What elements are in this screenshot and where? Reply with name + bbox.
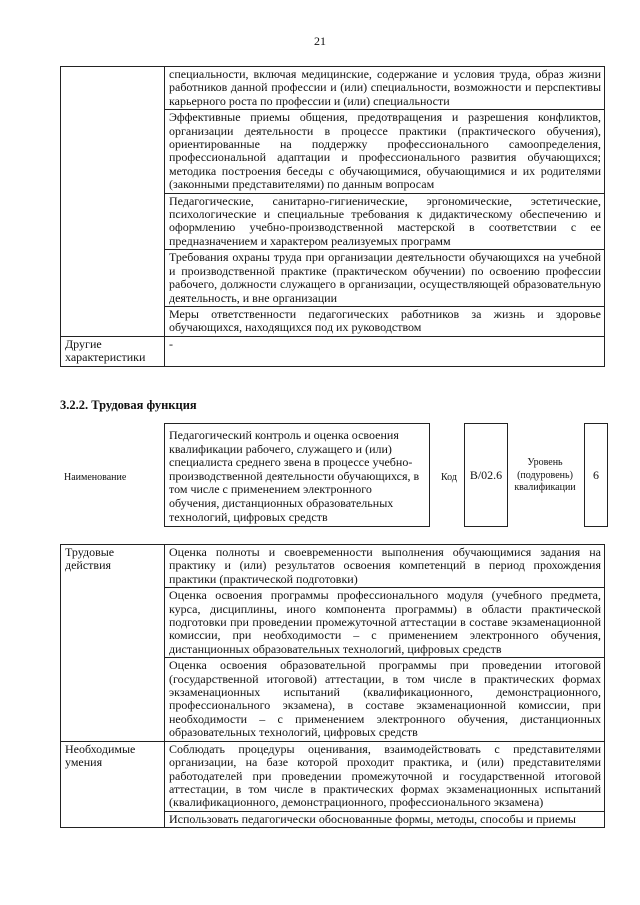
row-label-labor-actions: Трудовые действия bbox=[61, 545, 165, 742]
row-label-other-characteristics: Другие характеристики bbox=[61, 336, 165, 366]
row-text: Соблюдать процедуры оценивания, взаимодействовать с представителями организации, на базе которой проходит практика, и (или) представителями работодателей при проведении промежуточной и государственной итоговой аттестации, в том числе в практических формах экзаменационных испытаний (квалификационного, демонстрационного, профессионального экзамена) bbox=[165, 741, 605, 811]
row-text: специальности, включая медицинские, содержание и условия труда, образ жизни работников данной профессии и (или) специальности, возможности и перспективы карьерного роста по профессии и (или) специальности bbox=[165, 67, 605, 110]
row-text: Оценка освоения программы профессионального модуля (учебного предмета, курса, дисциплины, иного компонента программы) в области практической подготовки при проведении промежуточной аттестации в составе экзаменационной комиссии, при необходимости – с применением электронного обучения, дистанционных образовательных технологий, цифровых средств bbox=[165, 588, 605, 658]
row-text: Оценка освоения образовательной программы при проведении итоговой (государственной итоговой) аттестации, в том числе в практических формах экзаменационных испытаний (квалификационного, демонстрационного, профессионального экзамена), в составе экзаменационной комиссии, при необходимости – с применением электронного обучения, дистанционных образовательных технологий, цифровых средств bbox=[165, 658, 605, 741]
row-text: - bbox=[165, 336, 605, 366]
labor-function-table bbox=[60, 544, 605, 828]
row-label-required-skills: Необходимые умения bbox=[61, 741, 165, 827]
row-text: Эффективные приемы общения, предотвращения и разрешения конфликтов, организации деятельности в процессе практики (практического обучения), ориентированные на поддержку профессионального самоопределения, профессиональной адаптации и профессионального развития обучающихся; методика построения беседы с обучающимися, обучающимися и их родителями (законными представителями) по данным вопросам bbox=[165, 110, 605, 193]
table-row bbox=[61, 545, 605, 588]
code-label: Код bbox=[441, 472, 457, 483]
knowledge-table bbox=[60, 66, 605, 367]
qualification-level-box: 6 bbox=[584, 423, 608, 527]
name-label: Наименование bbox=[64, 472, 127, 483]
row-label bbox=[61, 67, 165, 337]
row-text: Оценка полноты и своевременности выполнения обучающимися задания на практику и (или) результатов освоения компетенций в период прохождения практики (практической подготовки) bbox=[165, 545, 605, 588]
function-name-box: Педагогический контроль и оценка освоения квалификации рабочего, служащего и (или) специалиста среднего звена в процессе учебно-производственной деятельности обучающихся, в том числе с применением электронного обучения, дистанционных образовательных технологий, цифровых средств bbox=[164, 423, 430, 527]
function-code-box: В/02.6 bbox=[464, 423, 508, 527]
page-number: 21 bbox=[314, 34, 326, 48]
section-title: 3.2.2. Трудовая функция bbox=[60, 398, 197, 412]
table-row bbox=[61, 67, 605, 110]
row-text: Меры ответственности педагогических работников за жизнь и здоровье обучающихся, находящихся под их руководством bbox=[165, 306, 605, 336]
row-text: Педагогические, санитарно-гигиенические, эргономические, эстетические, психологические и специальные требования к дидактическому обеспечению и оформлению учебно-производственной мастерской в соответствии с ее предназначением и характером реализуемых программ bbox=[165, 193, 605, 250]
table-row bbox=[61, 741, 605, 811]
row-text: Требования охраны труда при организации деятельности обучающихся на учебной и производственной практике (практическом обучении) по освоению профессии рабочего, должности служащего в организации, осуществляющей образовательную деятельность, и вне организации bbox=[165, 250, 605, 307]
row-text: Использовать педагогически обоснованные формы, методы, способы и приемы bbox=[165, 811, 605, 827]
qualification-level-label: Уровень (подуровень) квалификации bbox=[514, 457, 576, 493]
table-row bbox=[61, 336, 605, 366]
